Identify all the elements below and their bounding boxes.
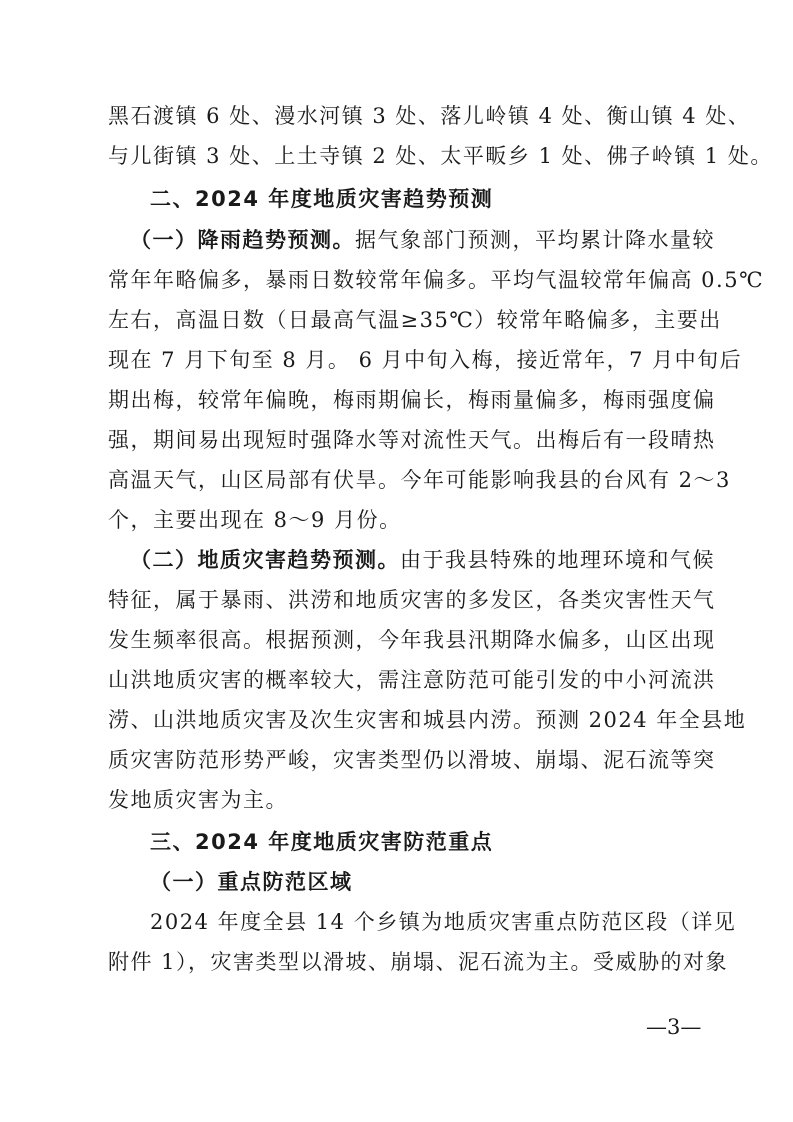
paragraph-line: 黑石渡镇 6 处、漫水河镇 3 处、落儿岭镇 4 处、衡山镇 4 处、 [108, 104, 751, 128]
paragraph-line: 与儿街镇 3 处、上土寺镇 2 处、太平畈乡 1 处、佛子岭镇 1 处。 [108, 144, 773, 168]
paragraph-line: 质灾害防范形势严峻，灾害类型仍以滑坡、崩塌、泥石流等突 [108, 748, 716, 772]
paragraph-line: 高温天气，山区局部有伏旱。今年可能影响我县的台风有 2～3 [108, 468, 731, 492]
page-number: —3— [646, 1015, 702, 1039]
paragraph-line: 个，主要出现在 8～9 月份。 [108, 508, 402, 532]
paragraph-line: 附件 1），灾害类型以滑坡、崩塌、泥石流为主。受威胁的对象 [108, 950, 729, 974]
section-heading-2: 二、2024 年度地质灾害趋势预测 [150, 187, 494, 211]
paragraph-line: 发生频率很高。根据预测，今年我县汛期降水偏多，山区出现 [108, 628, 716, 652]
subsection-paragraph-rainfall [130, 220, 715, 260]
subsection-heading-key-areas: （一）重点防范区域 [150, 869, 353, 894]
paragraph-line: 强，期间易出现短时强降水等对流性天气。出梅后有一段晴热 [108, 428, 716, 452]
paragraph-line: 发地质灾害为主。 [108, 788, 288, 812]
paragraph-line: 现在 7 月下旬至 8 月。 6 月中旬入梅，接近常年，7 月中旬后 [108, 348, 743, 372]
paragraph-text: 据气象部门预测，平均累计降水量较 [355, 228, 715, 252]
paragraph-line: 涝、山洪地质灾害及次生灾害和城县内涝。预测 2024 年全县地 [108, 708, 747, 732]
subsection-heading-rainfall: （一）降雨趋势预测。 [130, 227, 355, 252]
section-heading-3: 三、2024 年度地质灾害防范重点 [150, 830, 494, 854]
subsection-paragraph-geohazard [130, 540, 715, 580]
paragraph-line: 常年年略偏多，暴雨日数较常年偏多。平均气温较常年偏高 0.5℃ [108, 268, 765, 292]
paragraph-line: 期出梅，较常年偏晚，梅雨期偏长，梅雨量偏多，梅雨强度偏 [108, 388, 716, 412]
paragraph-line: 2024 年度全县 14 个乡镇为地质灾害重点防范区段（详见 [150, 910, 737, 934]
paragraph-line: 山洪地质灾害的概率较大，需注意防范可能引发的中小河流洪 [108, 668, 716, 692]
paragraph-text: 由于我县特殊的地理环境和气候 [400, 548, 715, 572]
paragraph-line: 特征，属于暴雨、洪涝和地质灾害的多发区，各类灾害性天气 [108, 588, 716, 612]
paragraph-line: 左右，高温日数（日最高气温≥35℃）较常年略偏多，主要出 [108, 308, 722, 332]
subsection-heading-geohazard: （二）地质灾害趋势预测。 [130, 547, 400, 572]
